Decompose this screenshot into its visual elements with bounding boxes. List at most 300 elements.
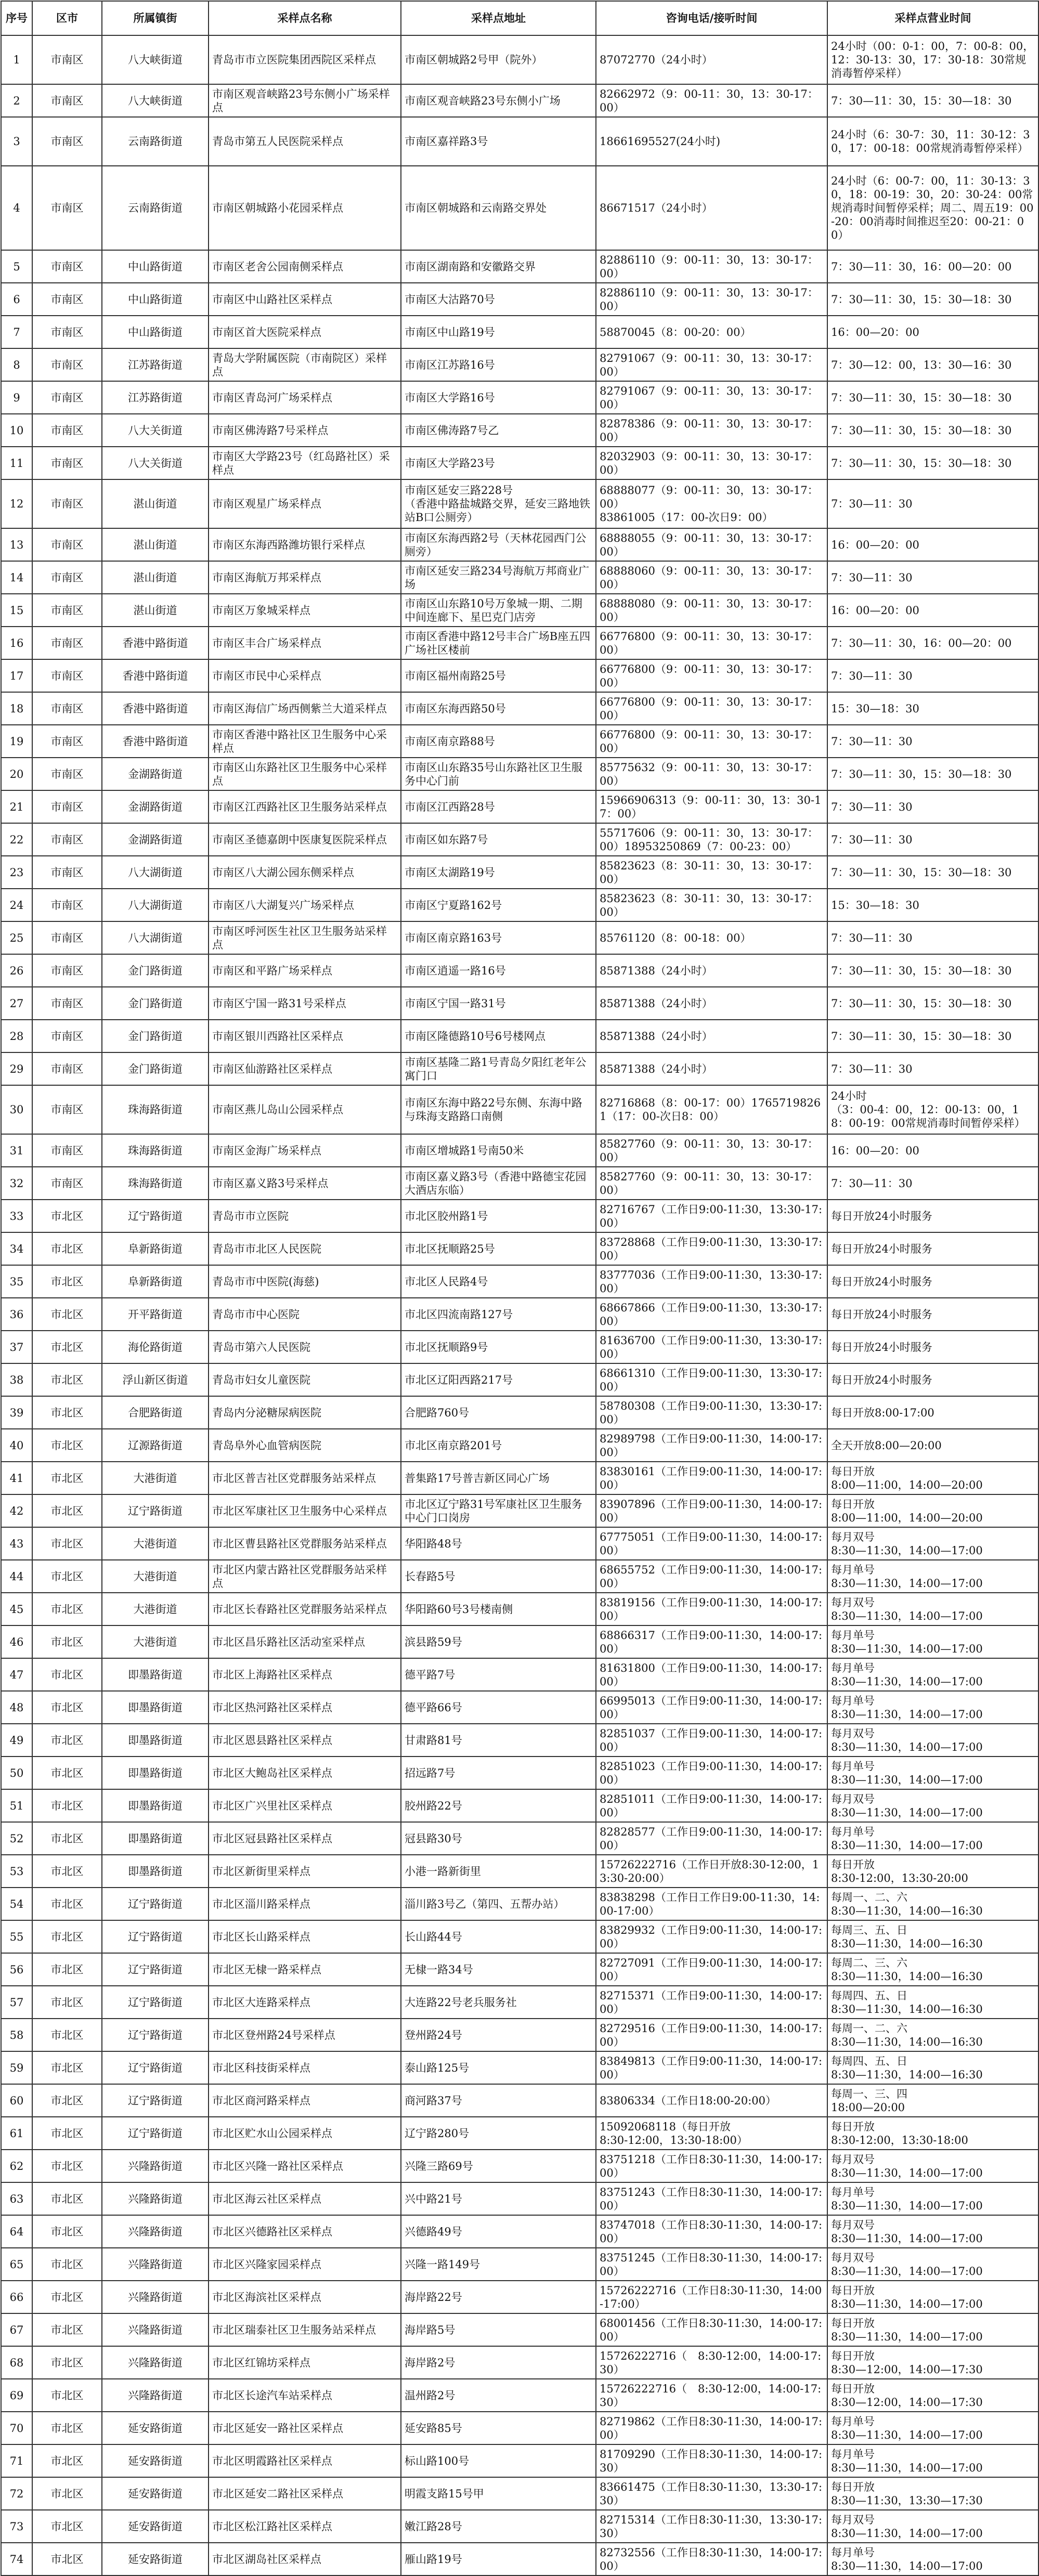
table-row bbox=[1, 1953, 1038, 1986]
table-row bbox=[1, 954, 1038, 987]
opening-hours-cell: 24小时（6：00-7：00，11：30-13：30，18：00-19：30，20：30-24：00常规消毒时间暂停采样；周二、周五19：00-20：00消毒时间推迟至20：00-21：00） bbox=[827, 166, 1038, 250]
table-row bbox=[1, 1986, 1038, 2019]
opening-hours-cell: 每周一、三、四 18:00—20:00 bbox=[827, 2084, 1038, 2117]
opening-hours-cell: 每周四、五、日 8:30—11:30，14:00—16:30 bbox=[827, 2051, 1038, 2084]
table-row bbox=[1, 2051, 1038, 2084]
subdistrict-cell: 辽宁路街道 bbox=[102, 1888, 209, 1920]
site-name-cell: 市南区香港中路社区卫生服务中心采样点 bbox=[209, 725, 401, 758]
subdistrict-cell: 延安路街道 bbox=[102, 2444, 209, 2477]
district-cell: 市北区 bbox=[32, 2379, 102, 2412]
opening-hours-cell: 每日开放24小时服务 bbox=[827, 1363, 1038, 1396]
subdistrict-cell: 香港中路街道 bbox=[102, 627, 209, 659]
opening-hours-cell: 每月单号 8:30—11:30，14:00—17:00 bbox=[827, 2543, 1038, 2575]
site-name-cell: 市北区大连路采样点 bbox=[209, 1986, 401, 2019]
row-number-cell: 25 bbox=[1, 921, 32, 954]
district-cell: 市南区 bbox=[32, 561, 102, 594]
opening-hours-cell: 16：00—20：00 bbox=[827, 1134, 1038, 1167]
opening-hours-cell: 每月双号 8:30—11:30，14:00—17:00 bbox=[827, 2248, 1038, 2281]
site-name-cell: 市南区海航万邦采样点 bbox=[209, 561, 401, 594]
subdistrict-cell: 中山路街道 bbox=[102, 316, 209, 348]
site-address-cell: 市南区中山路19号 bbox=[401, 316, 596, 348]
site-name-cell: 市北区内蒙古路社区党群服务站采样点 bbox=[209, 1560, 401, 1593]
table-row bbox=[1, 166, 1038, 250]
contact-phone-cell: 83849813（工作日9:00-11:30，14:00-17:00） bbox=[596, 2051, 827, 2084]
opening-hours-cell: 每日开放24小时服务 bbox=[827, 1298, 1038, 1331]
row-number-cell: 16 bbox=[1, 627, 32, 659]
site-address-cell: 海岸路22号 bbox=[401, 2281, 596, 2313]
row-number-cell: 14 bbox=[1, 561, 32, 594]
district-cell: 市北区 bbox=[32, 2182, 102, 2215]
opening-hours-cell: 7：30—11：30，15：30—18：30 bbox=[827, 1020, 1038, 1052]
district-cell: 市南区 bbox=[32, 381, 102, 414]
row-number-cell: 3 bbox=[1, 117, 32, 166]
contact-phone-cell: 82727091（工作日9:00-11:30，14:00-17:00） bbox=[596, 1953, 827, 1986]
site-name-cell: 市北区恩县路社区采样点 bbox=[209, 1724, 401, 1757]
row-number-cell: 7 bbox=[1, 316, 32, 348]
table-row bbox=[1, 1298, 1038, 1331]
site-address-cell: 泰山路125号 bbox=[401, 2051, 596, 2084]
header-cell: 序号 bbox=[1, 1, 32, 35]
district-cell: 市北区 bbox=[32, 1462, 102, 1494]
row-number-cell: 9 bbox=[1, 381, 32, 414]
table-row bbox=[1, 1560, 1038, 1593]
row-number-cell: 71 bbox=[1, 2444, 32, 2477]
opening-hours-cell: 每日开放 8:30—11:30，14:00—17:00 bbox=[827, 2313, 1038, 2346]
subdistrict-cell: 即墨路街道 bbox=[102, 1789, 209, 1822]
opening-hours-cell: 每月单号 8:30—11:30，14:00—17:00 bbox=[827, 1691, 1038, 1724]
district-cell: 市北区 bbox=[32, 2215, 102, 2248]
opening-hours-cell: 7：30—11：30 bbox=[827, 659, 1038, 692]
district-cell: 市北区 bbox=[32, 2019, 102, 2051]
contact-phone-cell: 83751218（工作日8:30-11:30，14:00-17:00） bbox=[596, 2150, 827, 2182]
opening-hours-cell: 每日开放24小时服务 bbox=[827, 1265, 1038, 1298]
subdistrict-cell: 阜新路街道 bbox=[102, 1265, 209, 1298]
subdistrict-cell: 阜新路街道 bbox=[102, 1232, 209, 1265]
opening-hours-cell: 每日开放24小时服务 bbox=[827, 1232, 1038, 1265]
subdistrict-cell: 湛山街道 bbox=[102, 528, 209, 561]
site-address-cell: 市南区基隆二路1号青岛夕阳红老年公寓门口 bbox=[401, 1052, 596, 1085]
table-row bbox=[1, 1462, 1038, 1494]
district-cell: 市北区 bbox=[32, 1822, 102, 1855]
site-address-cell: 市南区南京路88号 bbox=[401, 725, 596, 758]
subdistrict-cell: 金湖路街道 bbox=[102, 790, 209, 823]
subdistrict-cell: 兴隆路街道 bbox=[102, 2346, 209, 2379]
table-row bbox=[1, 117, 1038, 166]
header-cell: 区市 bbox=[32, 1, 102, 35]
contact-phone-cell: 83747018（工作日8:30-11:30，14:00-17:00） bbox=[596, 2215, 827, 2248]
subdistrict-cell: 辽源路街道 bbox=[102, 1429, 209, 1462]
table-row bbox=[1, 2477, 1038, 2510]
contact-phone-cell: 83751245（工作日8:30-11:30，14:00-17:00） bbox=[596, 2248, 827, 2281]
site-name-cell: 市南区仙游路社区采样点 bbox=[209, 1052, 401, 1085]
site-address-cell: 市南区东海西路2号（天林花园西门公厕旁） bbox=[401, 528, 596, 561]
opening-hours-cell: 每日开放 8:30-12:00，13:30-18:00 bbox=[827, 2117, 1038, 2150]
district-cell: 市南区 bbox=[32, 823, 102, 856]
district-cell: 市南区 bbox=[32, 528, 102, 561]
subdistrict-cell: 中山路街道 bbox=[102, 283, 209, 316]
subdistrict-cell: 兴隆路街道 bbox=[102, 2313, 209, 2346]
site-name-cell: 市北区军康社区卫生服务中心采样点 bbox=[209, 1494, 401, 1527]
table-row bbox=[1, 528, 1038, 561]
contact-phone-cell: 66776800（9：00-11：30，13：30-17：00） bbox=[596, 627, 827, 659]
subdistrict-cell: 江苏路街道 bbox=[102, 381, 209, 414]
opening-hours-cell: 7：30—12：00，13：30—16：30 bbox=[827, 348, 1038, 381]
table-row bbox=[1, 1822, 1038, 1855]
subdistrict-cell: 金湖路街道 bbox=[102, 823, 209, 856]
site-address-cell: 甘肃路81号 bbox=[401, 1724, 596, 1757]
row-number-cell: 44 bbox=[1, 1560, 32, 1593]
table-row bbox=[1, 84, 1038, 117]
subdistrict-cell: 江苏路街道 bbox=[102, 348, 209, 381]
table-row bbox=[1, 987, 1038, 1020]
district-cell: 市南区 bbox=[32, 1167, 102, 1200]
row-number-cell: 73 bbox=[1, 2510, 32, 2543]
opening-hours-cell: 7：30—11：30，15：30—18：30 bbox=[827, 414, 1038, 447]
subdistrict-cell: 云南路街道 bbox=[102, 166, 209, 250]
district-cell: 市南区 bbox=[32, 692, 102, 725]
opening-hours-cell: 每月单号 8:30—11:30，14:00—17:00 bbox=[827, 1625, 1038, 1658]
contact-phone-cell: 82715371（工作日9:00-11:30，14:00-17:00） bbox=[596, 1986, 827, 2019]
site-name-cell: 市北区冠县路社区采样点 bbox=[209, 1822, 401, 1855]
site-name-cell: 市北区商河路采样点 bbox=[209, 2084, 401, 2117]
contact-phone-cell: 66776800（9：00-11：30，13：30-17：00） bbox=[596, 659, 827, 692]
site-address-cell: 市南区宁夏路162号 bbox=[401, 889, 596, 921]
subdistrict-cell: 八大关街道 bbox=[102, 414, 209, 447]
table-row bbox=[1, 856, 1038, 889]
opening-hours-cell: 7：30—11：30，16：00—20：00 bbox=[827, 250, 1038, 283]
site-address-cell: 招远路7号 bbox=[401, 1757, 596, 1789]
contact-phone-cell: 85871388（24小时） bbox=[596, 954, 827, 987]
site-name-cell: 市北区贮水山公园采样点 bbox=[209, 2117, 401, 2150]
header-cell: 咨询电话/接听时间 bbox=[596, 1, 827, 35]
site-name-cell: 市北区湖岛社区采样点 bbox=[209, 2543, 401, 2575]
row-number-cell: 72 bbox=[1, 2477, 32, 2510]
table-row bbox=[1, 2019, 1038, 2051]
subdistrict-cell: 开平路街道 bbox=[102, 1298, 209, 1331]
district-cell: 市北区 bbox=[32, 2117, 102, 2150]
contact-phone-cell: 86671517（24小时） bbox=[596, 166, 827, 250]
opening-hours-cell: 7：30—11：30，15：30—18：30 bbox=[827, 856, 1038, 889]
subdistrict-cell: 兴隆路街道 bbox=[102, 2215, 209, 2248]
site-address-cell: 兴德路49号 bbox=[401, 2215, 596, 2248]
district-cell: 市北区 bbox=[32, 1593, 102, 1625]
district-cell: 市南区 bbox=[32, 447, 102, 479]
subdistrict-cell: 浮山新区街道 bbox=[102, 1363, 209, 1396]
opening-hours-cell: 每周一、二、六 8:30—11:30，14:00—16:30 bbox=[827, 1888, 1038, 1920]
opening-hours-cell: 每日开放24小时服务 bbox=[827, 1331, 1038, 1363]
opening-hours-cell: 24小时（6：30-7：30，11：30-12：30，17：00-18：00常规消毒暂停采样） bbox=[827, 117, 1038, 166]
site-address-cell: 华阳路48号 bbox=[401, 1527, 596, 1560]
district-cell: 市北区 bbox=[32, 2051, 102, 2084]
site-name-cell: 市北区瑞泰社区卫生服务站采样点 bbox=[209, 2313, 401, 2346]
opening-hours-cell: 7：30—11：30 bbox=[827, 790, 1038, 823]
contact-phone-cell: 15966906313（9：00-11：30，13：30-17：00） bbox=[596, 790, 827, 823]
site-name-cell: 青岛市市中心医院 bbox=[209, 1298, 401, 1331]
contact-phone-cell: 83838298（工作日工作日9:00-11:30，14:00-17:00） bbox=[596, 1888, 827, 1920]
row-number-cell: 61 bbox=[1, 2117, 32, 2150]
site-name-cell: 青岛市第五人民医院采样点 bbox=[209, 117, 401, 166]
opening-hours-cell: 24小时 （3：00-4：00，12：00-13：00，18：00-19：00常规消毒时间暂停采样） bbox=[827, 1085, 1038, 1134]
subdistrict-cell: 辽宁路街道 bbox=[102, 2019, 209, 2051]
header-cell: 采样点营业时间 bbox=[827, 1, 1038, 35]
opening-hours-cell: 每周四、五、日 8:30—11:30，14:00—16:30 bbox=[827, 1986, 1038, 2019]
site-name-cell: 青岛市第六人民医院 bbox=[209, 1331, 401, 1363]
table-row bbox=[1, 348, 1038, 381]
contact-phone-cell: 82851037（工作日9:00-11:30，14:00-17:00） bbox=[596, 1724, 827, 1757]
site-name-cell: 市南区佛涛路7号采样点 bbox=[209, 414, 401, 447]
site-address-cell: 市南区太湖路19号 bbox=[401, 856, 596, 889]
district-cell: 市南区 bbox=[32, 758, 102, 790]
opening-hours-cell: 每月单号 8:30—11:30，14:00—17:00 bbox=[827, 1757, 1038, 1789]
site-address-cell: 市北区抚顺路25号 bbox=[401, 1232, 596, 1265]
contact-phone-cell: 83819156（工作日9:00-11:30，14:00-17:00） bbox=[596, 1593, 827, 1625]
contact-phone-cell: 15726222716（ 8:30-12:00，14:00-17:30） bbox=[596, 2346, 827, 2379]
site-address-cell: 冠县路30号 bbox=[401, 1822, 596, 1855]
site-name-cell: 市北区海滨社区采样点 bbox=[209, 2281, 401, 2313]
table-row bbox=[1, 659, 1038, 692]
site-address-cell: 胶州路22号 bbox=[401, 1789, 596, 1822]
row-number-cell: 55 bbox=[1, 1920, 32, 1953]
opening-hours-cell: 每日开放 8:00—11:00，14:00—20:00 bbox=[827, 1462, 1038, 1494]
contact-phone-cell: 15092068118（每日开放 8:30-12:00，13:30-18:00） bbox=[596, 2117, 827, 2150]
district-cell: 市北区 bbox=[32, 1527, 102, 1560]
contact-phone-cell: 68888060（9：00-11：30，13：30-17：00） bbox=[596, 561, 827, 594]
contact-phone-cell: 58780308（工作日9:00-11:30，13:30-17:00） bbox=[596, 1396, 827, 1429]
site-name-cell: 市北区兴德路社区采样点 bbox=[209, 2215, 401, 2248]
row-number-cell: 18 bbox=[1, 692, 32, 725]
row-number-cell: 35 bbox=[1, 1265, 32, 1298]
subdistrict-cell: 即墨路街道 bbox=[102, 1822, 209, 1855]
contact-phone-cell: 68888077（9：00-11：30，13：30-17：00） 83861005（17：00-次日9：00） bbox=[596, 479, 827, 528]
site-name-cell: 青岛市市北区人民医院 bbox=[209, 1232, 401, 1265]
opening-hours-cell: 每日开放 8:30—11:30，13:30—17:30 bbox=[827, 2477, 1038, 2510]
site-address-cell: 嫩江路28号 bbox=[401, 2510, 596, 2543]
contact-phone-cell: 15726222716（工作日8:30-11:30，14:00-17:00） bbox=[596, 2281, 827, 2313]
contact-phone-cell: 83830161（工作日9:00-11:30，14:00-17:00） bbox=[596, 1462, 827, 1494]
table-row bbox=[1, 790, 1038, 823]
site-name-cell: 市南区燕儿岛山公园采样点 bbox=[209, 1085, 401, 1134]
row-number-cell: 11 bbox=[1, 447, 32, 479]
district-cell: 市北区 bbox=[32, 2346, 102, 2379]
opening-hours-cell: 16：00—20：00 bbox=[827, 528, 1038, 561]
site-name-cell: 市南区大学路23号（红岛路社区）采样点 bbox=[209, 447, 401, 479]
subdistrict-cell: 大港街道 bbox=[102, 1462, 209, 1494]
row-number-cell: 36 bbox=[1, 1298, 32, 1331]
site-name-cell: 市南区八大湖复兴广场采样点 bbox=[209, 889, 401, 921]
site-name-cell: 市北区普吉社区党群服务站采样点 bbox=[209, 1462, 401, 1494]
opening-hours-cell: 每月双号 8:30—11:30，14:00—17:00 bbox=[827, 2510, 1038, 2543]
site-name-cell: 市北区兴隆家园采样点 bbox=[209, 2248, 401, 2281]
subdistrict-cell: 辽宁路街道 bbox=[102, 1494, 209, 1527]
subdistrict-cell: 兴隆路街道 bbox=[102, 2248, 209, 2281]
subdistrict-cell: 金门路街道 bbox=[102, 954, 209, 987]
district-cell: 市南区 bbox=[32, 889, 102, 921]
district-cell: 市南区 bbox=[32, 166, 102, 250]
site-address-cell: 市南区南京路163号 bbox=[401, 921, 596, 954]
site-name-cell: 市北区红锦坊采样点 bbox=[209, 2346, 401, 2379]
district-cell: 市南区 bbox=[32, 84, 102, 117]
site-name-cell: 市北区无棣一路采样点 bbox=[209, 1953, 401, 1986]
subdistrict-cell: 珠海路街道 bbox=[102, 1134, 209, 1167]
site-name-cell: 市北区曹县路社区党群服务站采样点 bbox=[209, 1527, 401, 1560]
opening-hours-cell: 每周三、五、日 8:30—11:30，14:00—16:30 bbox=[827, 1920, 1038, 1953]
site-name-cell: 市北区长途汽车站采样点 bbox=[209, 2379, 401, 2412]
site-address-cell: 市北区辽宁路31号军康社区卫生服务中心门口岗房 bbox=[401, 1494, 596, 1527]
site-name-cell: 市北区明霞路社区采样点 bbox=[209, 2444, 401, 2477]
table-row bbox=[1, 2543, 1038, 2575]
opening-hours-cell: 每月双号 8:30—11:30，14:00—17:00 bbox=[827, 2215, 1038, 2248]
row-number-cell: 66 bbox=[1, 2281, 32, 2313]
opening-hours-cell: 7：30—11：30 bbox=[827, 479, 1038, 528]
site-address-cell: 辽宁路280号 bbox=[401, 2117, 596, 2150]
site-name-cell: 市北区兴隆一路社区采样点 bbox=[209, 2150, 401, 2182]
row-number-cell: 57 bbox=[1, 1986, 32, 2019]
contact-phone-cell: 81631800（工作日9:00-11:30，14:00-17:00） bbox=[596, 1658, 827, 1691]
site-name-cell: 市北区科技街采样点 bbox=[209, 2051, 401, 2084]
site-name-cell: 市南区八大湖公园东侧采样点 bbox=[209, 856, 401, 889]
opening-hours-cell: 每月双号 8:30—11:30，14:00—17:00 bbox=[827, 1789, 1038, 1822]
site-name-cell: 市南区金海广场采样点 bbox=[209, 1134, 401, 1167]
site-address-cell: 华阳路60号3号楼南侧 bbox=[401, 1593, 596, 1625]
row-number-cell: 26 bbox=[1, 954, 32, 987]
site-name-cell: 市南区江西路社区卫生服务站采样点 bbox=[209, 790, 401, 823]
row-number-cell: 50 bbox=[1, 1757, 32, 1789]
table-row bbox=[1, 2215, 1038, 2248]
opening-hours-cell: 每月单号 8:30—11:30，14:00—17:00 bbox=[827, 1822, 1038, 1855]
contact-phone-cell: 81709290（工作日8:30-11:30，14:00-17:30） bbox=[596, 2444, 827, 2477]
district-cell: 市北区 bbox=[32, 2444, 102, 2477]
table-row bbox=[1, 1265, 1038, 1298]
site-name-cell: 青岛市市中医院(海慈) bbox=[209, 1265, 401, 1298]
site-name-cell: 市南区嘉义路3号采样点 bbox=[209, 1167, 401, 1200]
row-number-cell: 24 bbox=[1, 889, 32, 921]
table-row bbox=[1, 1789, 1038, 1822]
table-row bbox=[1, 1658, 1038, 1691]
header-cell: 采样点地址 bbox=[401, 1, 596, 35]
site-name-cell: 市南区朝城路小花园采样点 bbox=[209, 166, 401, 250]
district-cell: 市南区 bbox=[32, 1020, 102, 1052]
subdistrict-cell: 云南路街道 bbox=[102, 117, 209, 166]
table-row bbox=[1, 2313, 1038, 2346]
site-address-cell: 市南区宁国一路31号 bbox=[401, 987, 596, 1020]
row-number-cell: 20 bbox=[1, 758, 32, 790]
district-cell: 市北区 bbox=[32, 1920, 102, 1953]
site-name-cell: 市南区观星广场采样点 bbox=[209, 479, 401, 528]
site-address-cell: 市南区江西路28号 bbox=[401, 790, 596, 823]
subdistrict-cell: 金门路街道 bbox=[102, 987, 209, 1020]
district-cell: 市南区 bbox=[32, 725, 102, 758]
contact-phone-cell: 18661695527(24小时) bbox=[596, 117, 827, 166]
row-number-cell: 4 bbox=[1, 166, 32, 250]
subdistrict-cell: 辽宁路街道 bbox=[102, 1986, 209, 2019]
contact-phone-cell: 66995013（工作日9:00-11:30，14:00-17:00） bbox=[596, 1691, 827, 1724]
opening-hours-cell: 每日开放 8:30-12:00，13:30-20:00 bbox=[827, 1855, 1038, 1888]
table-row bbox=[1, 2412, 1038, 2444]
site-address-cell: 海岸路5号 bbox=[401, 2313, 596, 2346]
row-number-cell: 70 bbox=[1, 2412, 32, 2444]
opening-hours-cell: 每日开放 8:30—12:00，14:00—17:30 bbox=[827, 2346, 1038, 2379]
site-address-cell: 市北区胶州路1号 bbox=[401, 1200, 596, 1232]
contact-phone-cell: 87072770（24小时） bbox=[596, 35, 827, 84]
row-number-cell: 52 bbox=[1, 1822, 32, 1855]
row-number-cell: 12 bbox=[1, 479, 32, 528]
contact-phone-cell: 82851011（工作日9:00-11:30，14:00-17:00） bbox=[596, 1789, 827, 1822]
contact-phone-cell: 55717606（9：00-11：30，13：30-17：00）18953250869（7：00-23：00） bbox=[596, 823, 827, 856]
district-cell: 市南区 bbox=[32, 479, 102, 528]
district-cell: 市南区 bbox=[32, 35, 102, 84]
table-row bbox=[1, 594, 1038, 627]
site-address-cell: 登州路24号 bbox=[401, 2019, 596, 2051]
row-number-cell: 8 bbox=[1, 348, 32, 381]
site-name-cell: 市北区广兴里社区采样点 bbox=[209, 1789, 401, 1822]
row-number-cell: 29 bbox=[1, 1052, 32, 1085]
table-row bbox=[1, 2444, 1038, 2477]
site-address-cell: 市南区朝城路2号甲（院外） bbox=[401, 35, 596, 84]
subdistrict-cell: 珠海路街道 bbox=[102, 1085, 209, 1134]
table-body bbox=[1, 35, 1038, 2575]
subdistrict-cell: 即墨路街道 bbox=[102, 1691, 209, 1724]
subdistrict-cell: 八大峡街道 bbox=[102, 84, 209, 117]
table-row bbox=[1, 1888, 1038, 1920]
site-name-cell: 市北区海云社区采样点 bbox=[209, 2182, 401, 2215]
subdistrict-cell: 金湖路街道 bbox=[102, 758, 209, 790]
contact-phone-cell: 82716868（8：00-17：00）17657198261（17：00-次日8：00） bbox=[596, 1085, 827, 1134]
opening-hours-cell: 每月单号 8:30—11:30，14:00—17:00 bbox=[827, 2182, 1038, 2215]
row-number-cell: 39 bbox=[1, 1396, 32, 1429]
row-number-cell: 51 bbox=[1, 1789, 32, 1822]
district-cell: 市北区 bbox=[32, 2412, 102, 2444]
row-number-cell: 67 bbox=[1, 2313, 32, 2346]
site-name-cell: 市南区首大医院采样点 bbox=[209, 316, 401, 348]
district-cell: 市南区 bbox=[32, 627, 102, 659]
header-row bbox=[1, 1, 1038, 35]
subdistrict-cell: 辽宁路街道 bbox=[102, 1200, 209, 1232]
site-address-cell: 市南区嘉义路3号（香港中路德宝花园大酒店东临） bbox=[401, 1167, 596, 1200]
opening-hours-cell: 每日开放 8:30—12:00，14:00—17:30 bbox=[827, 2379, 1038, 2412]
row-number-cell: 65 bbox=[1, 2248, 32, 2281]
contact-phone-cell: 68866317（工作日9:00-11:30，14:00-17:00） bbox=[596, 1625, 827, 1658]
subdistrict-cell: 大港街道 bbox=[102, 1593, 209, 1625]
site-address-cell: 市南区隆德路10号6号楼网点 bbox=[401, 1020, 596, 1052]
site-name-cell: 市北区上海路社区采样点 bbox=[209, 1658, 401, 1691]
site-address-cell: 市北区人民路4号 bbox=[401, 1265, 596, 1298]
subdistrict-cell: 兴隆路街道 bbox=[102, 2281, 209, 2313]
site-address-cell: 市南区如东路7号 bbox=[401, 823, 596, 856]
row-number-cell: 30 bbox=[1, 1085, 32, 1134]
site-name-cell: 市南区宁国一路31号采样点 bbox=[209, 987, 401, 1020]
site-address-cell: 长春路5号 bbox=[401, 1560, 596, 1593]
table-row bbox=[1, 1052, 1038, 1085]
site-name-cell: 市南区丰合广场采样点 bbox=[209, 627, 401, 659]
district-cell: 市北区 bbox=[32, 1363, 102, 1396]
row-number-cell: 46 bbox=[1, 1625, 32, 1658]
table-row bbox=[1, 627, 1038, 659]
district-cell: 市北区 bbox=[32, 1789, 102, 1822]
row-number-cell: 49 bbox=[1, 1724, 32, 1757]
subdistrict-cell: 中山路街道 bbox=[102, 250, 209, 283]
contact-phone-cell: 15726222716（ 8:30-12:00，14:00-17:30） bbox=[596, 2379, 827, 2412]
opening-hours-cell: 每月双号 8:30—11:30，14:00—17:00 bbox=[827, 2150, 1038, 2182]
subdistrict-cell: 八大湖街道 bbox=[102, 921, 209, 954]
table-row bbox=[1, 283, 1038, 316]
subdistrict-cell: 即墨路街道 bbox=[102, 1757, 209, 1789]
opening-hours-cell: 每日开放24小时服务 bbox=[827, 1200, 1038, 1232]
subdistrict-cell: 海伦路街道 bbox=[102, 1331, 209, 1363]
opening-hours-cell: 7：30—11：30，15：30—18：30 bbox=[827, 283, 1038, 316]
table-row bbox=[1, 316, 1038, 348]
row-number-cell: 22 bbox=[1, 823, 32, 856]
contact-phone-cell: 68888055（9：00-11：30，13：30-17：00） bbox=[596, 528, 827, 561]
